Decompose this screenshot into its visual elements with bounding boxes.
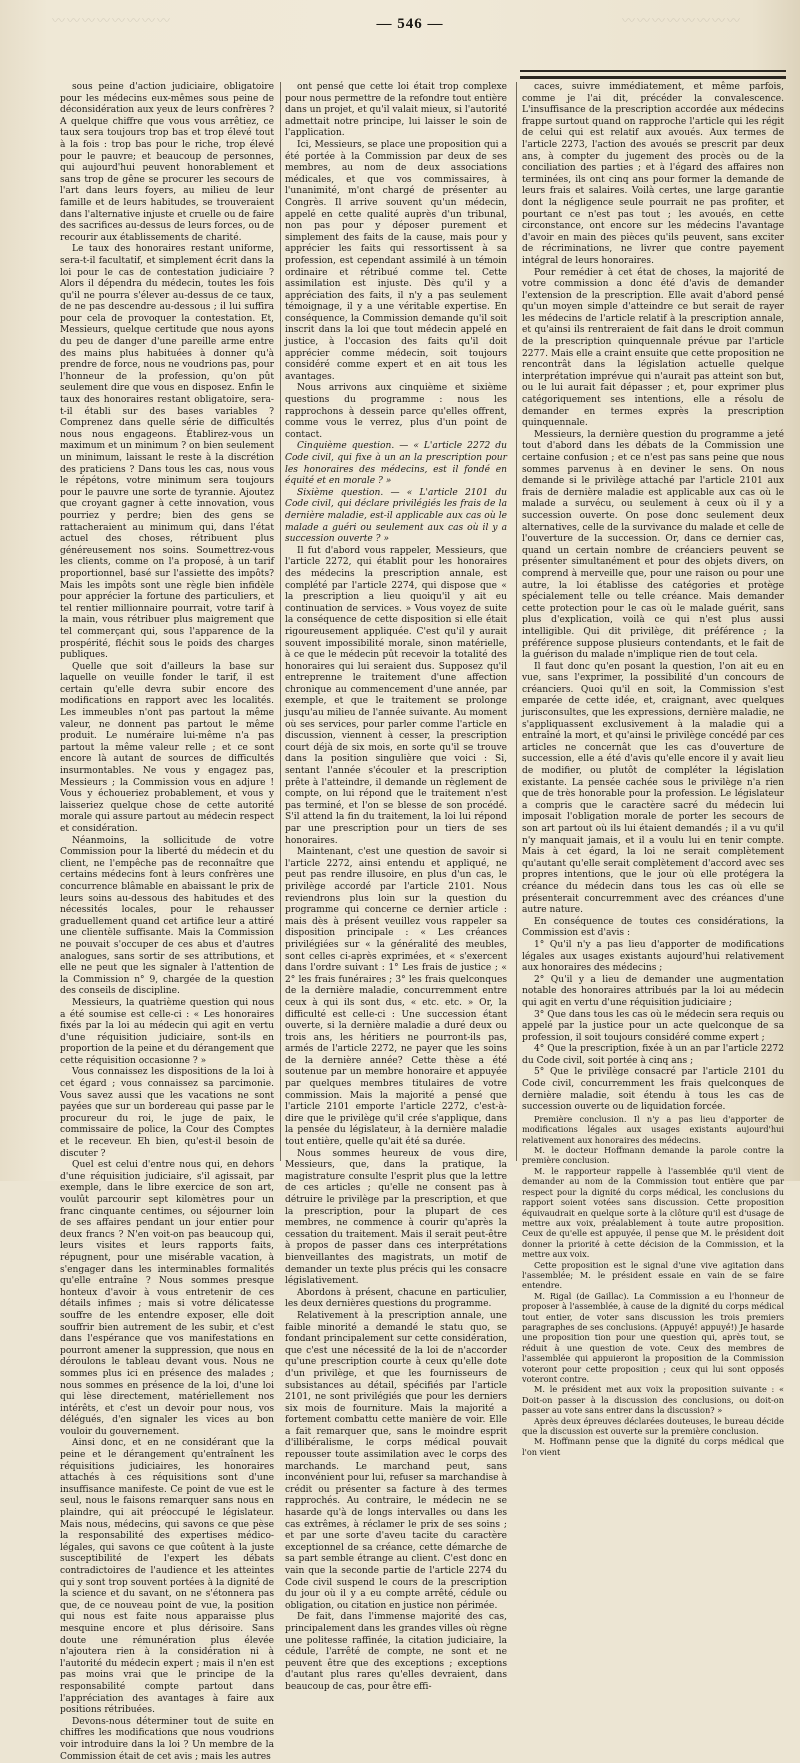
minutes-paragraph: M. le docteur Hoffmann demande la parole contre la première conclusion. [522,1145,784,1166]
paragraph: Quel est celui d'entre nous qui, en dehors d'une réquisition judiciaire, s'il agissait, par exemple, dans le libre exercice de son art, voulût parcourir sept kilomètres pour un franc cinquante centimes, ou séjourner loin de ses affaires pendant un jour entier pour deux francs ? N'en voit-on pas beaucoup qui, leurs visites et leurs rapports faits, répugnent, pour une misérable vacation, à s'engager dans les interminables formalités qu'elle entraîne ? Nous sommes presque honteux d'avoir à vous entretenir de ces détails infimes ; mais si votre délicatesse souffre de les entendre exposer, elle doit souffrir bien autrement de les subir, et c'est dans l'espérance que vos manifestations en pourront amener la suppression, que nous en déroulons le tableau devant vous. Nous ne sommes plus ici en présence des malades ; nous sommes en présence de la loi, d'une loi qui lèse directement, matériellement nos intérêts, et c'est un devoir pour nous, vos délégués, d'en signaler les vices au bon vouloir du gouvernement. [60,1160,274,1437]
column-separator [280,82,281,1161]
paragraph: Quelle que soit d'ailleurs la base sur laquelle on veuille fonder le tarif, il est certain qu'elle devra subir encore des modifications en rapport avec les localités. Les immeubles n'ont pas partout la même valeur, ne donnent pas partout le même produit. Le numéraire lui-même n'a pas partout la même valeur relle ; et ce sont encore là autant de sources de difficultés insurmontables. Ne vous y engagez pas, Messieurs ; la Commission vous en adjure ! Vous y échoueriez probablement, et vous y laisseriez quelque chose de cette autorité morale qui assure partout au médecin respect et considération. [60,661,274,834]
text-column-1 [60,82,274,1762]
page-header [40,8,780,48]
minutes-paragraph: Cette proposition est le signal d'une vive agitation dans l'assemblée; M. le président essaie en vain de se faire entendre. [522,1259,784,1291]
paragraph: En conséquence de toutes ces considérations, la Commission est d'avis : [522,916,784,939]
bleed-through-text: 〰〰〰〰〰〰〰〰 [619,13,740,28]
paragraph: ont pensé que cette loi était trop complexe pour nous permettre de la refondre tout entière dans un projet, et qu'il valait mieux, si l'autorité admettait notre principe, lui laisser le soin de l'application. [285,82,507,139]
text-column-3 [522,82,784,1457]
bleed-through-text: 〰〰〰〰〰〰〰〰 [50,13,171,28]
conclusion-item: 4° Que la prescription, fixée à un an par l'article 2272 du Code civil, soit portée à cinq ans ; [522,1044,784,1066]
paragraph: Devons-nous déterminer tout de suite en chiffres les modifications que nous voudrions voir introduire dans la loi ? Un membre de la Commission était de cet avis ; mais les autres [60,1716,274,1762]
paragraph: Ici, Messieurs, se place une proposition qui a été portée à la Commission par deux de ses membres, au nom de deux associations médicales, et que vos commissaires, à l'unanimité, m'ont chargé de présenter au Congrès. Il arrive souvent qu'un médecin, appelé en cette qualité auprès d'un tribunal, non pas pour y déposer purement et simplement des faits de la cause, mais pour y apprécier les faits qui ressortissent à sa profession, est cependant assimilé à un témoin ordinaire et rétribué comme tel. Cette assimilation est injuste. Dès qu'il y a appréciation des faits, il n'y a pas seulement témoignage, il y a une véritable expertise. En conséquence, la Commission demande qu'il soit inscrit dans la loi que tout médecin appelé en justice, à l'occasion des faits qu'il doit apprécier comme médecin, soit toujours considéré comme expert et en ait tous les avantages. [285,139,507,382]
header-rule-thick [520,76,786,79]
question-paragraph: Sixième question. — « L'article 2101 du Code civil, qui déclare privilégiés les frais de la dernière maladie, est-il applicable aux cas où le malade a guéri ou seulement aux cas où il y a succession ouverte ? » [285,487,507,545]
paragraph: De fait, dans l'immense majorité des cas, principalement dans les grandes villes où règne une politesse raffinée, la citation judiciaire, la cédule, l'arrêté de compte, ne sont et ne peuvent être que des exceptions ; exceptions d'autant plus rares qu'elles devraient, dans beaucoup de cas, pour être effi- [285,1612,507,1692]
paragraph: Nous arrivons aux cinquième et sixième questions du programme : nous les rapprochons à dessein parce qu'elles offrent, comme vous le verrez, plus d'un point de contact. [285,383,507,440]
paragraph: Néanmoins, la sollicitude de votre Commission pour la liberté du médecin et du client, ne l'empêche pas de reconnaître que certains médecins font à leurs confrères une concurrence blâmable en abaissant le prix de leurs soins au-dessous des habitudes et des nécessités locales, pour le rehausser graduellement quand cet artifice leur a attiré une clientèle suffisante. Mais la Commission ne pouvait s'occuper de ces abus et d'autres analogues, sans sortir de ses attributions, et elle ne peut que les signaler à l'attention de la Commission n° 9, chargée de la question des conseils de discipline. [60,835,274,997]
question-paragraph: Cinquième question. — « L'article 2272 du Code civil, qui fixe à un an la prescription pour les honoraires des médecins, est il fondé en équité et en morale ? » [285,441,507,487]
paragraph: Il fut d'abord vous rappeler, Messieurs, que l'article 2272, qui établit pour les honoraires des médecins la prescription annale, est complété par l'article 2274, qui dispose que « la prescription a lieu quoiqu'il y ait eu continuation de services. » Vous voyez de suite la conséquence de cette disposition si elle était rigoureusement appliquée. C'est qu'il y aurait souvent impossibilité morale, sinon matérielle, à ce que le médecin pût recevoir la totalité des honoraires qui lui seraient dus. Supposez qu'il entreprenne le traitement d'une affection chronique au commencement d'une année, par exemple, et que le traitement se prolonge jusqu'au milieu de l'année suivante. Au moment où ses services, pour parler comme l'article en discussion, viennent à cesser, la prescription court déjà de six mois, en sorte qu'il se trouve dans la position singulière que voici : Si, sentant l'année s'écouler et la prescription prête à l'atteindre, il demande un règlement de compte, on lui répond que le traitement n'est pas terminé, et l'on se blesse de son procédé. S'il attend la fin du traitement, la loi lui répond par une prescription pour un tiers de ses honoraires. [285,545,507,846]
paragraph: Messieurs, la dernière question du programme a jeté tout d'abord dans les débats de la Commission une certaine confusion ; et ce n'est pas sans peine que nous sommes parvenus à en deviner le sens. On nous demande si le privilège attaché par l'article 2101 aux frais de dernière maladie est applicable aux cas où le malade a survécu, ou seulement à ceux où il y a succession ouverte. On pose donc seulement deux alternatives, celle de la survivance du malade et celle de l'ouverture de la succession. Or, dans ce dernier cas, quand un certain nombre de créanciers peuvent se présenter simultanément et pour des objets divers, on comprend à merveille que, pour une raison ou pour une autre, la loi établisse des catégories et protège spécialement telle ou telle créance. Mais demander cette protection pour le cas où le malade guérit, sans plus d'explication, voilà ce qui n'est plus aussi intelligible. Qui dit privilège, dit préférence ; la préférence suppose plusieurs contendants, et le fait de la guérison du malade n'implique rien de tout cela. [522,429,784,661]
paragraph: Il faut donc qu'en posant la question, l'on ait eu en vue, sans l'exprimer, la possibilité d'un concours de créanciers. Quoi qu'il en soit, la Commission s'est emparée de cette idée, et, craignant, avec quelques jurisconsultes, que les expressions, dernière maladie, ne s'appliquassent exclusivement à la maladie qui a entraîné la mort, et qu'ainsi le privilège concédé par ces articles ne concernât que les cas d'ouverture de succession, elle a été d'avis qu'elle encore il y avait lieu de modifier, ou plutôt de compléter la législation existante. La pensée cachée sous le privilège n'a rien que de très honorable pour la profession. Le législateur a compris que le caractère sacré du médecin lui imposait l'obligation morale de porter les secours de son art partout où ils lui étaient demandés ; il a vu qu'il n'y manquait jamais, et il a voulu lui en tenir compte. Mais à cet égard, la loi ne serait complètement qu'autant qu'elle serait complètement d'accord avec ses propres intentions, que le jour où elle protégera la créance du médecin dans tous les cas où elle se présenterait concurremment avec des créances d'une autre nature. [522,661,784,916]
paragraph: Nous sommes heureux de vous dire, Messieurs, que, dans la pratique, la magistrature consulte l'esprit plus que la lettre de ces articles ; qu'elle ne consent pas à détruire le privilège par la prescription, et que la prescription, pour la plupart de ces membres, ne commence à courir qu'après la cessation du traitement. Mais il serait peut-être à propos de passer dans ces interprétations bienveillantes des magistrats, un motif de demander un texte plus précis qui les consacre législativement. [285,1148,507,1287]
conclusion-item: 3° Que dans tous les cas où le médecin sera requis ou appelé par la justice pour un acte quelconque de sa profession, il soit toujours considéré comme expert ; [522,1009,784,1043]
paragraph: Maintenant, c'est une question de savoir si l'article 2272, ainsi entendu et appliqué, ne peut pas rendre illusoire, en plus d'un cas, le privilège accordé par l'article 2101. Nous reviendrons plus loin sur la question du programme qui concerne ce dernier article : mais dès à présent veuillez vous rappeler sa disposition principale : « Les créances privilégiées sur « la généralité des meubles, sont celles ci-après exprimées, et « s'exercent dans l'ordre suivant : 1° Les frais de justice ; « 2° les frais funéraires ; 3° les frais quelconques de la dernière maladie, concurremment entre ceux à qui ils sont dus, « etc. etc. » Or, la difficulté est celle-ci : Une succession étant ouverte, si la dernière maladie a duré deux ou trois ans, les héritiers ne pourront-ils pas, armés de l'article 2272, ne payer que les soins de la dernière année? Cette thèse a été soutenue par un membre honoraire et appuyée par quelques membres titulaires de votre commission. Mais la majorité a pensé que l'article 2101 emporte l'article 2272, c'est-à-dire que le privilège qu'il crée s'applique, dans la pensée du législateur, à la dernière maladie tout entière, quelle qu'ait été sa durée. [285,847,507,1148]
text-column-2 [285,82,507,1692]
paragraph: sous peine d'action judiciaire, obligatoire pour les médecins eux-mêmes sous peine de déconsidération aux yeux de leurs confrères ? A quelque chiffre que vous vous arrêtiez, ce taux sera toujours trop bas et trop élevé tout à la fois : trop bas pour le riche, trop élevé pour le pauvre; et beaucoup de personnes, qui aujourd'hui peuvent honorablement et sans trop de gêne se procurer les secours de l'art dans leurs foyers, au milieu de leur famille et de leurs habitudes, se trouveraient dans l'alternative injuste et cruelle ou de faire des sacrifices au-dessus de leurs forces, ou de recourir aux établissements de charité. [60,82,274,243]
paragraph: Vous connaissez les dispositions de la loi à cet égard ; vous connaissez sa parcimonie. Vous savez aussi que les vacations ne sont payées que sur un bordereau qui passe par le procureur du roi, le juge de paix, le commissaire de police, la Cour des Comptes et le receveur. Eh bien, qu'est-il besoin de discuter ? [60,1067,274,1159]
conclusion-item: 5° Que le privilège consacré par l'article 2101 du Code civil, concurremment les frais quelconques de dernière maladie, soit étendu à tous les cas de succession ouverte ou de liquidation forcée. [522,1067,784,1113]
minutes-paragraph: M. Hoffmann pense que la dignité du corps médical que l'on vient [522,1436,784,1457]
paragraph: Le taux des honoraires restant uniforme, sera-t-il facultatif, et simplement écrit dans la loi pour le cas de contestation judiciaire ? Alors il dépendra du médecin, toutes les fois qu'il ne pourra s'élever au-dessus de ce taux, de ne pas descendre au-dessous ; il lui suffira pour cela de provoquer la contestation. Et, Messieurs, quelque certitude que nous ayons du peu de danger d'une pareille arme entre des mains plus habituées à donner qu'à prendre de force, nous ne voudrions pas, pour l'honneur de la profession, qu'on pût seulement dire que vous en disposez. Enfin le taux des honoraires restant obligatoire, sera-t-il établi sur des bases variables ? Comprenez dans quelle série de difficultés nous nous engageons. Établirez-vous un maximum et un minimum ? on bien seulement un minimum, laissant le reste à la discrétion des praticiens ? Dans tous les cas, nous vous le répétons, votre minimum sera toujours pour le pauvre une sorte de tyrannie. Ajoutez que croyant gagner à cette innovation, vous pourriez y perdre; bien des gens se rattacheraient au minimum qui, dans l'état actuel des choses, rétribuent plus généreusement nos soins. Soumettrez-vous les clients, comme on l'a proposé, à un tarif proportionnel, basé sur l'assiette des impôts? Mais les impôts sont une règle bien infidèle pour apprécier la fortune des particuliers, et tel rentier millionnaire pourrait, votre tarif à la main, vous rétribuer plus maigrement que tel commerçant qui, sous l'apparence de la prospérité, fléchit sous le poids des charges publiques. [60,244,274,661]
paragraph: Relativement à la prescription annale, une faible minorité a demandé le statu quo, se fondant principalement sur cette considération, que c'est une nécessité de la loi de n'accorder qu'une prescription courte à ceux qu'elle dote d'un privilège, et que les fournisseurs de subsistances au détail, spécifiés par l'article 2101, ne sont privilégiés que pour les derniers six mois de fourniture. Mais la majorité a fortement combattu cette manière de voir. Elle a fait remarquer que, sans le moindre esprit d'illibéralisme, le corps médical pouvait repousser toute assimilation avec le corps des marchands. Le marchand peut, sans inconvénient pour lui, refuser sa marchandise à crédit ou présenter sa facture à des termes rapprochés. Au contraire, le médecin ne se hasarde qu'à de longs intervalles ou dans les cas extrêmes, à réclamer le prix de ses soins ; et par une sorte d'aveu tacite du caractère exceptionnel de sa créance, cette démarche de sa part semble étrange au client. C'est donc en vain que la seconde partie de l'article 2274 du Code civil suspend le cours de la prescription du jour où il y a eu compte arrêté, cédule ou obligation, ou citation en justice non périmée. [285,1310,507,1611]
paragraph: caces, suivre immédiatement, et même parfois, comme je l'ai dit, précéder la convalescence. L'insuffisance de la prescription accordée aux médecins frappe surtout quand on rapproche l'article qui les régit de celui qui est relatif aux avoués. Aux termes de l'article 2273, l'action des avoués se prescrit par deux ans, à compter du jugement des procès ou de la conciliation des parties ; et à l'égard des affaires non terminées, ils ont cinq ans pour former la demande de leurs frais et salaires. Voilà certes, une large garantie dont la négligence seule pourrait ne pas profiter, et pourtant ce n'est pas tout ; les avoués, en cette circonstance, ont encore sur les médecins l'avantage d'avoir en main des pièces qu'ils peuvent, sans exciter de récriminations, ne livrer que contre payement intégral de leurs honoraires. [522,82,784,266]
minutes-paragraph: Première conclusion. Il n'y a pas lieu d'apporter de modifications légales aux usages existants aujourd'hui relativement aux honoraires des médecins. [522,1113,784,1145]
header-rule [520,70,786,72]
minutes-paragraph: M. le rapporteur rappelle à l'assemblée qu'il vient de demander au nom de la Commission tout entière que par respect pour la dignité du corps médical, les conclusions du rapport soient votées sans discussion. Cette proposition équivaudrait en quelque sorte à la clôture qu'il est d'usage de mettre aux voix, préalablement à toute autre proposition. Ceux de qu'elle est appuyée, il pense que M. le président doit donner la priorité à cette décision de la Commission, et la mettre aux voix. [522,1165,784,1260]
paragraph: Pour remédier à cet état de choses, la majorité de votre commission a donc été d'avis de demander l'extension de la prescription. Elle avait d'abord pensé qu'un moyen simple d'atteindre ce but serait de rayer les médecins de l'article relatif à la prescription annale, et qu'ainsi ils rentreraient de fait dans le droit commun de la prescription quinquennale prévue par l'article 2277. Mais elle a craint ensuite que cette proposition ne rencontrât dans la législation actuelle quelque interprétation imprévue qui n'aurait pas atteint son but, ou le lui aurait fait dépasser ; et, pour exprimer plus catégoriquement ses intentions, elle a résolu de demander en termes exprès la prescription quinquennale. [522,267,784,429]
minutes-paragraph: M. Rigal (de Gaillac). La Commission a eu l'honneur de proposer à l'assemblée, à cause de la dignité du corps médical tout entier, de voter sans discussion les trois premiers paragraphes de ses conclusions. (Appuyé! appuyé!) Je hasarde une proposition tion pour une question qui, après tout, se réduit à une question de vote. Ceux des membres de l'assemblée qui appuieront la proposition de la Commission voteront pour cette proposition ; ceux qui lui sont opposés voteront contre. [522,1290,784,1384]
paragraph: Ainsi donc, et en ne considérant que la peine et le dérangement qu'entraînent les réquisitions judiciaires, les honoraires attachés à ces réquisitions sont d'une insuffisance manifeste. Ce point de vue est le seul, nous le faisons remarquer sans nous en plaindre, qui ait préoccupé le législateur. Mais nous, médecins, qui savons ce que pèse la responsabilité des expertises médico-légales, qui savons ce que coûtent à la juste susceptibilité de l'expert les débats contradictoires de l'audience et les atteintes qui y sont trop souvent portées à la dignité de la science et du savant, on ne s'étonnera pas que, de ce nouveau point de vue, la position qui nous est faite nous apparaisse plus mesquine encore et plus dérisoire. Sans doute une rémunération plus élevée n'ajoutera rien à la considération ni à l'autorité du médecin expert ; mais il n'en est pas moins vrai que le principe de la responsabilité compte partout dans l'appréciation des avantages à faire aux positions rétribuées. [60,1438,274,1716]
minutes-paragraph: M. le président met aux voix la proposition suivante : « Doit-on passer à la discussion des conclusions, ou doit-on passer au vote sans entrer dans la discussion? » [522,1384,784,1416]
conclusion-item: 1° Qu'il n'y a pas lieu d'apporter de modifications légales aux usages existants aujourd'hui relativement aux honoraires des médecins ; [522,939,784,974]
paragraph: Abordons à présent, chacune en particulier, les deux dernières questions du programme. [285,1287,507,1310]
conclusion-item: 2° Qu'il y a lieu de demander une augmentation notable des honoraires attribués par la loi au médecin qui agit en vertu d'une réquisition judiciaire ; [522,974,784,1008]
minutes-paragraph: Après deux épreuves déclarées douteuses, le bureau décide que la discussion est ouverte sur la première conclusion. [522,1415,784,1437]
debate-minutes [522,1114,784,1457]
paragraph: Messieurs, la quatrième question qui nous a été soumise est celle-ci : « Les honoraires fixés par la loi au médecin qui agit en vertu d'une réquisition judiciaire, sont-ils en proportion de la peine et du dérangement que cette réquisition occasionne ? » [60,997,274,1066]
page-number: — 546 — [376,16,444,32]
column-separator [516,82,517,1161]
